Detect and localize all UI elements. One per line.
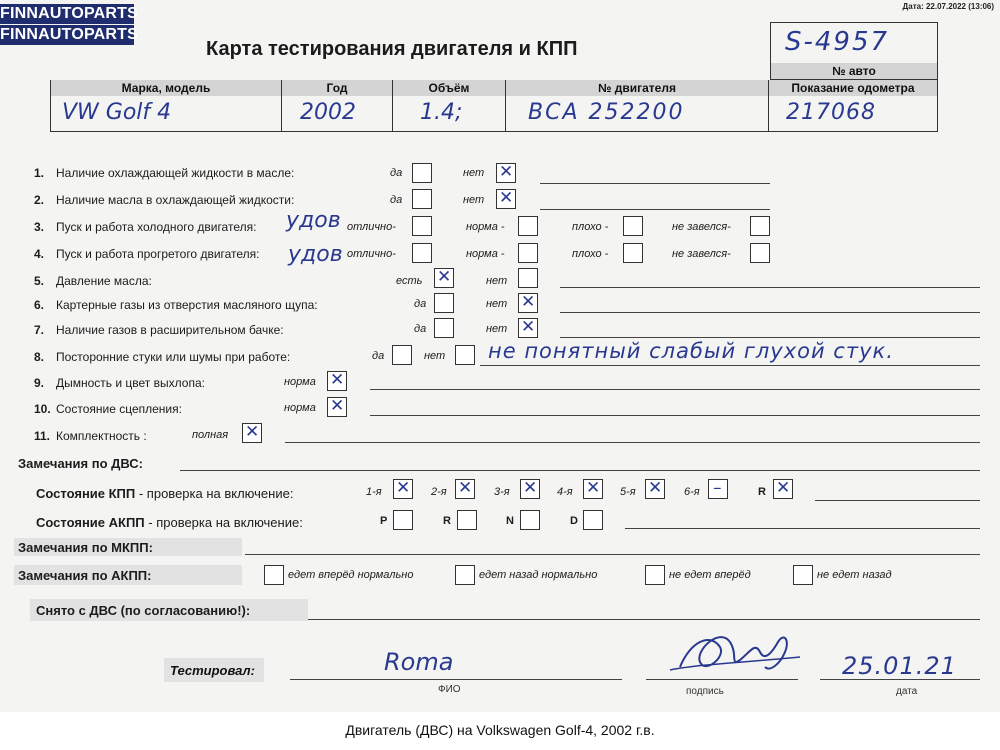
value-make-model: VW Golf 4 [62,100,172,125]
image-caption: Двигатель (ДВС) на Volkswagen Golf-4, 2002 г.в. [345,722,655,738]
option-normal: норма [284,402,316,414]
akpp-option: едет назад нормально [479,569,598,581]
divider [768,80,769,132]
item-label: Наличие охлаждающей жидкости в масле: [56,166,295,180]
checkbox-normal[interactable] [518,243,538,263]
answer-line [560,312,980,313]
card-title: Карта тестирования двигателя и КПП [206,38,578,60]
item-label: Пуск и работа прогретого двигателя: [56,247,260,261]
kpp-label-bold: Состояние КПП [36,486,136,501]
answer-line [540,183,770,184]
tested-by-label: Тестировал: [170,663,255,678]
item-label: Пуск и работа холодного двигателя: [56,220,257,234]
removed-label: Снято с ДВС (по согласованию!): [36,603,251,618]
gear-3-checkbox-checked[interactable]: ✕ [520,479,540,499]
mode-label: D [570,515,578,527]
auto-number-box [770,22,938,80]
option-normal: норма [284,376,316,388]
option-excellent: отлично- [347,221,396,233]
remarks-mkpp-line [245,554,980,555]
value-engine-number: BCA 252200 [528,100,685,125]
gear-label: 2-я [431,486,447,498]
divider [281,80,282,132]
item-label: Посторонние стуки или шумы при работе: [56,350,291,364]
mode-d-checkbox[interactable] [583,510,603,530]
kpp-line [815,500,980,501]
answer-line [370,415,980,416]
brand-logo: FINNAUTOPARTS [0,5,139,22]
answer-line [540,209,770,210]
print-date: Дата: 22.07.2022 (13:06) [902,2,994,11]
date-label: дата [896,686,918,697]
signature-scribble [660,612,810,687]
checkbox-yes[interactable] [412,163,432,183]
answer-line [480,365,980,366]
item-label: Наличие газов в расширительном бачке: [56,323,284,337]
item-number: 1. [34,166,45,180]
item-number: 8. [34,350,45,364]
checkbox-no[interactable] [455,345,475,365]
col-engine-number: № двигателя [506,80,768,96]
answer-line [285,442,980,443]
item-label: Давление масла: [56,274,152,288]
akpp-forward-ok-checkbox[interactable] [264,565,284,585]
item-label: Состояние сцепления: [56,402,182,416]
answer-line [370,389,980,390]
option-no: нет [486,323,508,335]
checkbox-bad[interactable] [623,216,643,236]
remarks-engine-label: Замечания по ДВС: [18,456,143,471]
option-no: нет [463,194,485,206]
divider [505,80,506,132]
option-yes: да [372,350,385,362]
checkbox-yes[interactable] [434,293,454,313]
checkbox-yes[interactable] [392,345,412,365]
akpp-no-reverse-checkbox[interactable] [793,565,813,585]
option-no: нет [424,350,446,362]
option-yes: да [390,167,403,179]
item-label: Картерные газы из отверстия масляного щупа: [56,298,318,312]
item-label: Комплектность : [56,429,147,443]
akpp-option: едет вперёд нормально [288,569,414,581]
gear-5-checkbox-checked[interactable]: ✕ [645,479,665,499]
option-yes: да [414,298,427,310]
mode-label: R [443,515,451,527]
handwritten-good-cold: удов [286,208,341,233]
item-number: 6. [34,298,45,312]
checkbox-normal-checked[interactable]: ✕ [327,397,347,417]
checkbox-no-start[interactable] [750,216,770,236]
akpp-no-forward-checkbox[interactable] [645,565,665,585]
value-odometer: 217068 [786,100,876,125]
handwritten-good-warm: удов [288,242,343,267]
checkbox-yes[interactable] [412,189,432,209]
mode-label: N [506,515,514,527]
answer-line [560,337,980,338]
checkbox-normal[interactable] [518,216,538,236]
akpp-reverse-ok-checkbox[interactable] [455,565,475,585]
option-full: полная [192,429,229,441]
checkbox-no-checked[interactable]: ✕ [496,163,516,183]
checkbox-yes[interactable] [434,318,454,338]
signature-label: подпись [686,686,724,697]
checkbox-no-checked[interactable]: ✕ [518,318,538,338]
remarks-mkpp-label: Замечания по МКПП: [18,540,153,555]
gear-4-checkbox-checked[interactable]: ✕ [583,479,603,499]
gear-label: R [758,486,766,498]
gear-label: 5-я [620,486,636,498]
remarks-engine-line [180,470,980,471]
gear-1-checkbox-checked[interactable]: ✕ [393,479,413,499]
akpp-label-bold: Состояние АКПП [36,515,145,530]
item-number: 10. [34,402,51,416]
option-no: нет [486,275,508,287]
mode-n-checkbox[interactable] [520,510,540,530]
handwritten-note-noise: не понятный слабый глухой стук. [488,339,894,363]
item-number: 4. [34,247,45,261]
auto-number-value: S-4957 [785,27,890,57]
option-bad: плохо - [572,221,609,233]
checkbox-no-checked[interactable]: ✕ [496,189,516,209]
option-no-start: не завелся- [672,248,731,260]
kpp-label-rest: - проверка на включение: [135,486,294,501]
checkbox-bad[interactable] [623,243,643,263]
date-line [820,679,980,680]
mode-label: P [380,515,388,527]
akpp-label-rest: - проверка на включение: [144,515,303,530]
akpp-option: не едет вперёд [669,569,751,581]
fio-label: ФИО [438,684,461,695]
value-volume: 1.4; [420,100,463,125]
option-yes: да [414,323,427,335]
option-no: нет [486,298,508,310]
gear-label: 6-я [684,486,700,498]
akpp-line [625,528,980,529]
col-year: Год [282,80,392,96]
kpp-label [36,486,293,501]
gear-label: 4-я [557,486,573,498]
gear-6-checkbox-dash[interactable]: – [708,479,728,499]
removed-line [308,619,980,620]
checkbox-excellent[interactable] [412,243,432,263]
divider [392,80,393,132]
mode-p-checkbox[interactable] [393,510,413,530]
gear-label: 3-я [494,486,510,498]
value-year: 2002 [300,100,356,125]
test-date: 25.01.21 [842,652,957,680]
checkbox-full-checked[interactable]: ✕ [242,423,262,443]
checkbox-no[interactable] [518,268,538,288]
gear-2-checkbox-checked[interactable]: ✕ [455,479,475,499]
checkbox-no-start[interactable] [750,243,770,263]
option-normal: норма - [466,221,505,233]
gear-label: 1-я [366,486,382,498]
auto-number-label: № авто [771,63,937,79]
item-number: 11. [34,429,51,443]
option-no-start: не завелся- [672,221,731,233]
option-excellent: отлично- [347,248,396,260]
remarks-akpp-label: Замечания по АКПП: [18,568,152,583]
brand-logo-secondary: FINNAUTOPARTS [0,26,139,43]
signature-line [646,679,798,680]
mode-r-checkbox[interactable] [457,510,477,530]
checkbox-normal-checked[interactable]: ✕ [327,371,347,391]
option-normal: норма - [466,248,505,260]
tester-name: Roma [384,648,454,676]
col-volume: Объём [393,80,505,96]
answer-line [560,287,980,288]
option-present: есть [396,275,423,287]
option-no: нет [463,167,485,179]
item-number: 2. [34,193,45,207]
akpp-label [36,515,303,530]
item-number: 5. [34,274,45,288]
item-number: 9. [34,376,45,390]
item-number: 3. [34,220,45,234]
col-make-model: Марка, модель [51,80,281,96]
option-bad: плохо - [572,248,609,260]
akpp-option: не едет назад [817,569,892,581]
fio-line [290,679,622,680]
item-number: 7. [34,323,45,337]
item-label: Дымность и цвет выхлопа: [56,376,205,390]
gear-r-checkbox-checked[interactable]: ✕ [773,479,793,499]
item-label: Наличие масла в охлаждающей жидкости: [56,193,295,207]
checkbox-excellent[interactable] [412,216,432,236]
option-yes: да [390,194,403,206]
checkbox-no-checked[interactable]: ✕ [518,293,538,313]
checkbox-present-checked[interactable]: ✕ [434,268,454,288]
col-odometer: Показание одометра [769,80,937,96]
